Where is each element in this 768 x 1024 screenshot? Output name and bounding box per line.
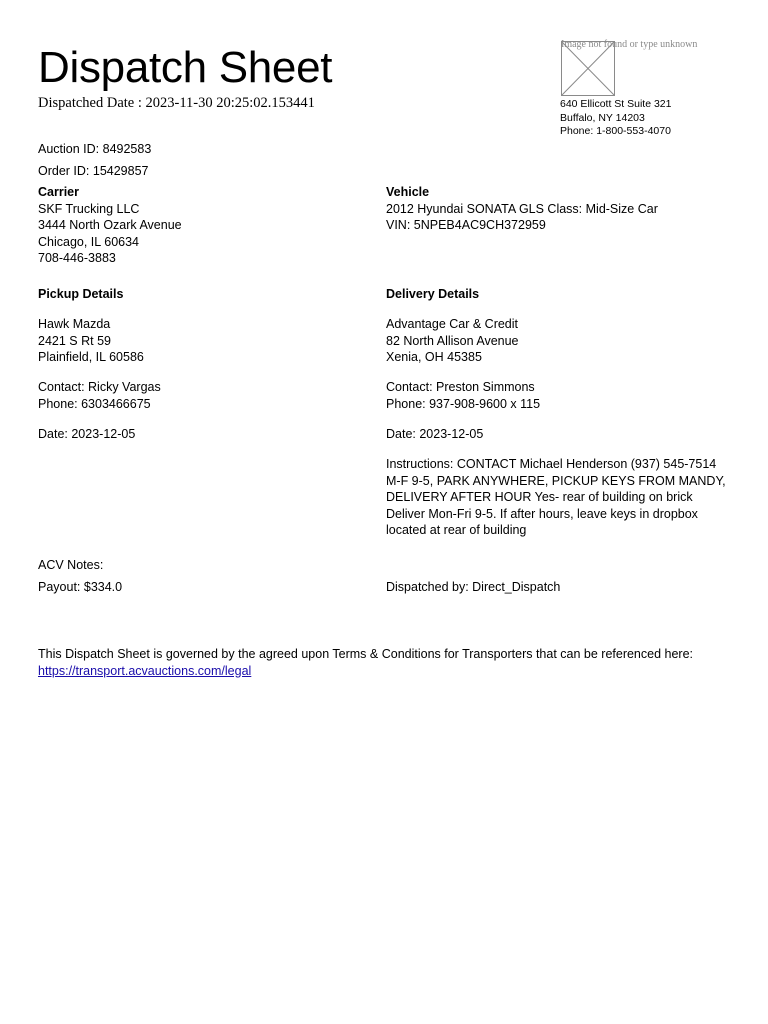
delivery-instructions: Instructions: CONTACT Michael Henderson (937) 545-7514 M-F 9-5, PARK ANYWHERE, PICKUP KEYS FROM MANDY, DELIVERY AFTER HOUR Yes- rear of building on brick Deliver Mon-Fri 9-5. If after hours, leave keys in dropbox located at rear of building [386,457,726,538]
terms-footer [38,646,718,679]
delivery-street: 82 North Allison Avenue [386,333,519,348]
pickup-heading: Pickup Details [38,287,124,301]
pickup-address [38,316,144,366]
auction-id: Auction ID: 8492583 [38,142,152,156]
order-id: Order ID: 15429857 [38,164,149,178]
pickup-street: 2421 S Rt 59 [38,333,111,348]
carrier-street: 3444 North Ozark Avenue [38,218,182,232]
payout: Payout: $334.0 [38,580,123,594]
dispatched-date: Dispatched Date : 2023-11-30 20:25:02.153441 [38,95,315,111]
vehicle-vin: VIN: 5NPEB4AC9CH372959 [386,218,546,232]
vehicle-description: 2012 Hyundai SONATA GLS Class: Mid-Size Car [386,201,658,216]
carrier-section [38,184,182,267]
acv-notes: ACV Notes: [38,558,104,572]
delivery-phone: Phone: 937-908-9600 x 115 [386,396,541,411]
pickup-contact-block [38,379,161,412]
pickup-contact: Contact: Ricky Vargas [38,380,161,394]
delivery-heading: Delivery Details [386,287,480,301]
carrier-phone: 708-446-3883 [38,251,116,265]
company-address [560,98,672,139]
carrier-city: Chicago, IL 60634 [38,234,140,249]
pickup-date: Date: 2023-12-05 [38,427,136,441]
carrier-name: SKF Trucking LLC [38,201,140,216]
delivery-city: Xenia, OH 45385 [386,350,482,364]
address-line-2: Buffalo, NY 14203 [560,111,645,124]
company-phone: Phone: 1-800-553-4070 [560,125,671,137]
delivery-contact: Contact: Preston Simmons [386,380,535,394]
delivery-contact-block [386,379,540,412]
delivery-address [386,316,519,366]
pickup-city: Plainfield, IL 60586 [38,350,144,364]
pickup-phone: Phone: 6303466675 [38,396,151,411]
delivery-date: Date: 2023-12-05 [386,427,484,441]
delivery-name: Advantage Car & Credit [386,317,519,331]
dispatched-by: Dispatched by: Direct_Dispatch [386,580,561,594]
logo-alt-text: Image not found or type unknown [561,39,698,50]
terms-link[interactable]: https://transport.acvauctions.com/legal [38,663,252,678]
vehicle-section [386,184,658,234]
terms-text: This Dispatch Sheet is governed by the agreed upon Terms & Conditions for Transporters that can be referenced here: [38,647,693,661]
address-line-1: 640 Ellicott St Suite 321 [560,98,672,110]
vehicle-heading: Vehicle [386,185,430,199]
page-title: Dispatch Sheet [38,43,333,92]
carrier-heading: Carrier [38,185,79,199]
pickup-name: Hawk Mazda [38,317,111,331]
